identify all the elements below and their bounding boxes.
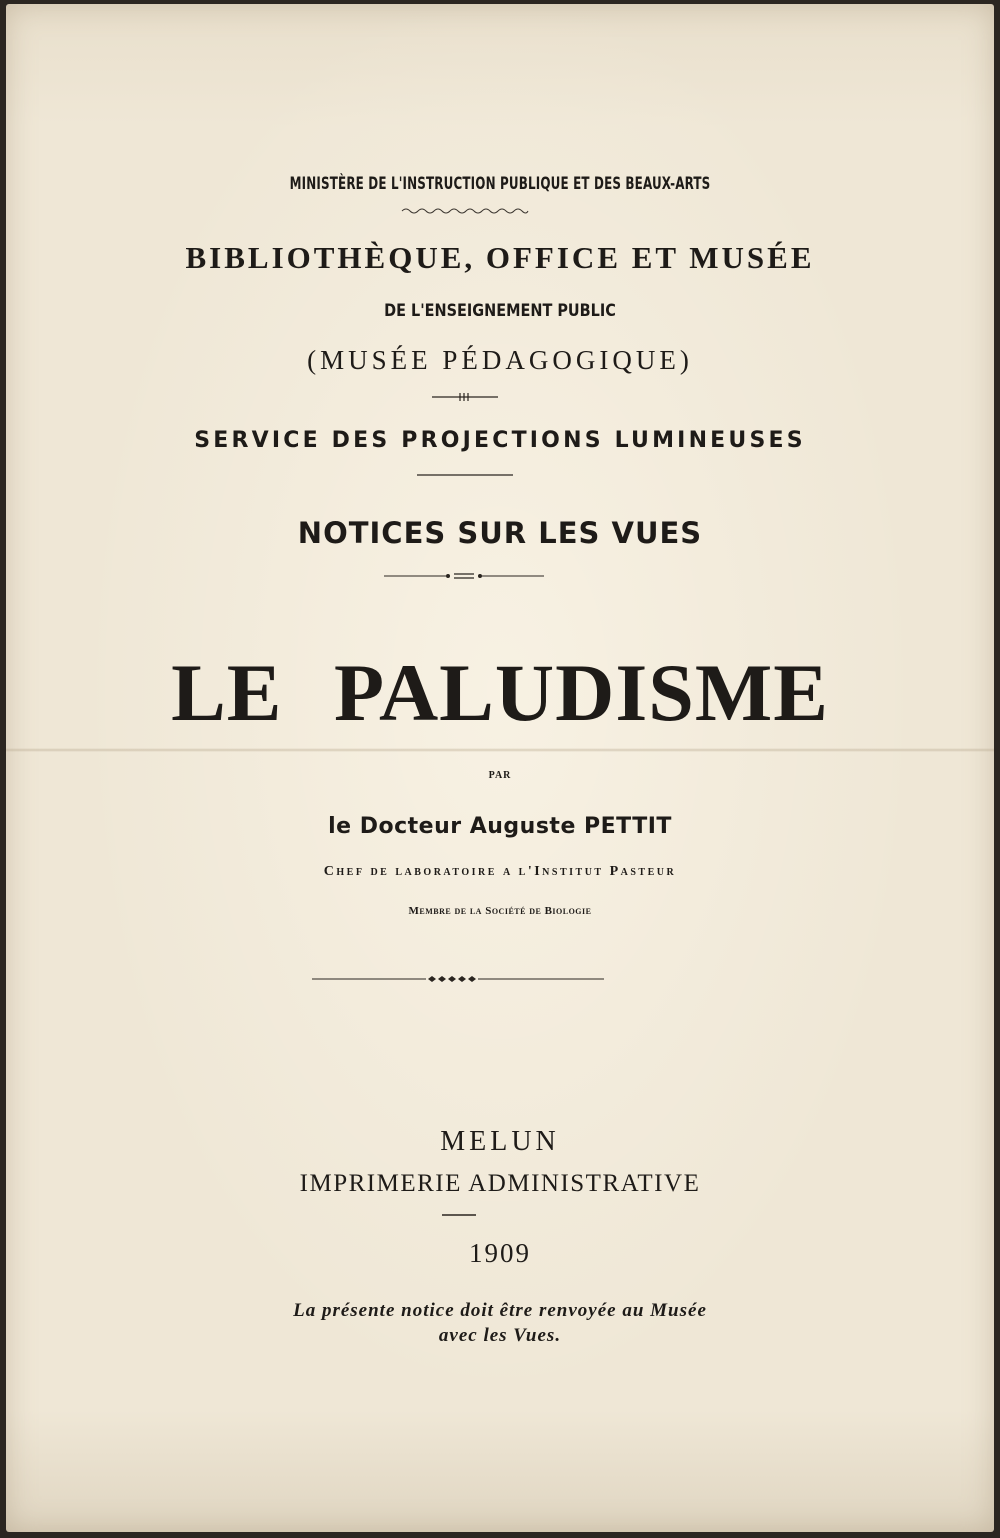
ministry-heading: MINISTÈRE DE L'INSTRUCTION PUBLIQUE ET DES BEAUX-ARTS: [289, 174, 711, 194]
wavy-rule-ornament: [400, 206, 530, 216]
service-heading: SERVICE DES PROJECTIONS LUMINEUSES: [194, 428, 806, 453]
dotted-rule-ornament: [384, 570, 544, 582]
page-fold: [6, 748, 994, 752]
library-heading: BIBLIOTHÈQUE, OFFICE ET MUSÉE: [185, 240, 815, 275]
author-membership: Membre de la Société de Biologie: [408, 905, 592, 917]
document-title: LE PALUDISME: [171, 647, 829, 738]
author-line: le Docteur Auguste PETTIT: [328, 814, 672, 839]
short-rule: [417, 473, 513, 477]
return-notice-line-1: La présente notice doit être renvoyée au Musée: [293, 1300, 707, 1321]
dash-ornament: [430, 392, 500, 402]
museum-subtitle: (MUSÉE PÉDAGOGIQUE): [307, 345, 693, 375]
author-position: Chef de laboratoire a l'Institut Pasteur: [323, 864, 677, 879]
public-education-heading: DE L'ENSEIGNEMENT PUBLIC: [384, 301, 616, 321]
publication-year: 1909: [469, 1238, 531, 1268]
printer-name: IMPRIMERIE ADMINISTRATIVE: [299, 1170, 701, 1197]
notices-heading: NOTICES SUR LES VUES: [297, 516, 703, 550]
short-rule-bottom: [442, 1213, 476, 1217]
by-label: PAR: [488, 770, 512, 781]
return-notice-line-2: avec les Vues.: [438, 1325, 562, 1346]
city-name: MELUN: [440, 1126, 560, 1157]
diamond-rule-ornament: [312, 972, 604, 986]
